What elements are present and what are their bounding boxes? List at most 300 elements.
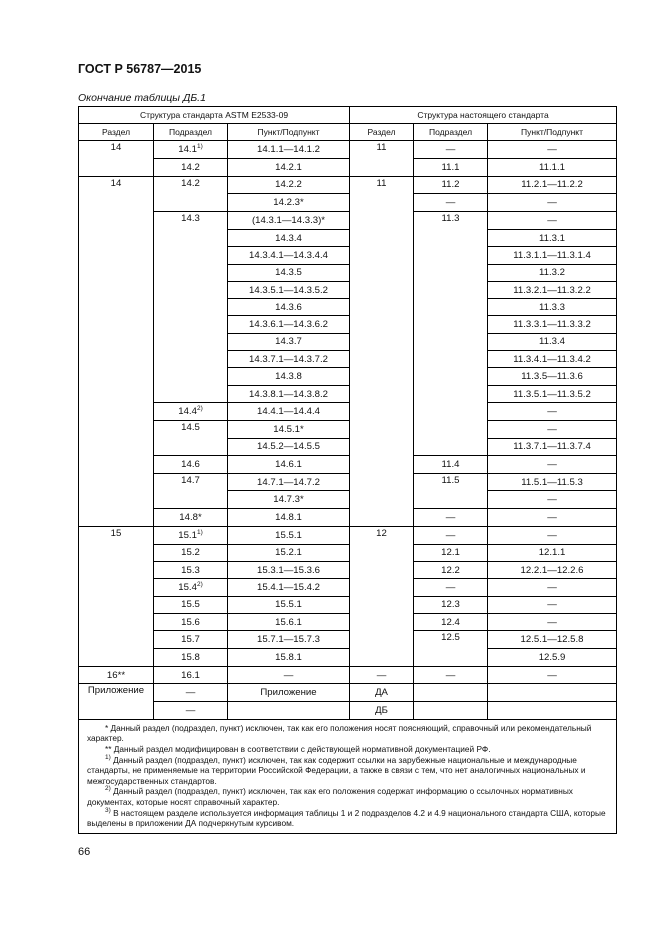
cell-left-clause xyxy=(228,544,350,561)
cell-text: ДБ xyxy=(375,704,388,716)
cell-left-section xyxy=(79,403,154,420)
table-row xyxy=(79,702,617,720)
cell-right-section xyxy=(350,229,414,246)
cell-text: 12.1 xyxy=(441,547,460,559)
cell-right-subsection xyxy=(414,456,488,473)
cell-right-subsection xyxy=(414,176,488,194)
cell-text: 11.3.5—11.3.6 xyxy=(521,371,583,382)
cell-right-subsection xyxy=(414,403,488,420)
table-row xyxy=(79,141,617,159)
cell-text: 11.1.1 xyxy=(539,161,566,173)
cell-text: 11.3.3 xyxy=(539,301,566,313)
cell-right-section xyxy=(350,158,414,176)
cell-left-section xyxy=(79,649,154,667)
cell-text: 15.4 xyxy=(178,582,197,594)
cell-left-section xyxy=(79,351,154,368)
cell-left-section xyxy=(79,281,154,298)
table-row xyxy=(79,385,617,403)
cell-right-section xyxy=(350,544,414,561)
cell-right-clause xyxy=(488,631,617,649)
table-row xyxy=(79,649,617,667)
cell-right-clause xyxy=(488,351,617,368)
cell-right-subsection xyxy=(414,702,488,720)
cell-left-clause xyxy=(228,247,350,264)
cell-right-clause xyxy=(488,649,617,667)
footnote-mark: ** xyxy=(105,743,112,754)
cell-text: 14.1.1—14.1.2 xyxy=(257,143,320,155)
cell-text: 12.1.1 xyxy=(538,547,566,559)
cell-right-section xyxy=(350,299,414,316)
cell-text: — xyxy=(547,215,557,227)
cell-right-section xyxy=(350,614,414,631)
cell-text: — xyxy=(547,494,557,506)
cell-text: — xyxy=(376,669,387,681)
cell-right-subsection xyxy=(414,596,488,613)
cell-right-subsection xyxy=(414,527,488,545)
cell-left-clause xyxy=(228,438,350,456)
cell-right-clause xyxy=(488,368,617,385)
footnote-text: Данный раздел (подраздел, пункт) исключен, так как его положения носят поясняющий, справочный или рекомендательный характер. xyxy=(87,722,592,744)
cell-left-section xyxy=(79,264,154,281)
cell-left-subsection xyxy=(154,579,228,596)
table-caption: Окончание таблицы ДБ.1 xyxy=(78,92,206,104)
cell-left-subsection xyxy=(154,316,228,333)
group-header-left: Структура стандарта ASTM E2533-09 xyxy=(79,107,350,124)
cell-text: 15.6 xyxy=(181,616,200,628)
cell-left-subsection xyxy=(154,473,228,491)
table-row xyxy=(79,368,617,385)
group-header-row xyxy=(79,107,617,124)
cell-text: (14.3.1—14.3.3)* xyxy=(251,215,326,227)
table-row xyxy=(79,438,617,456)
table-row xyxy=(79,544,617,561)
cell-left-clause xyxy=(228,176,350,194)
cell-right-section xyxy=(350,247,414,264)
cell-text: 15.3.1—15.3.6 xyxy=(257,564,320,576)
cell-left-subsection xyxy=(154,176,228,194)
cell-text: 11.3.3.1—11.3.3.2 xyxy=(513,319,591,331)
cell-text: 11.3.5.1—11.3.5.2 xyxy=(513,388,591,400)
table-row xyxy=(79,176,617,194)
cell-text: 15.8 xyxy=(181,652,200,663)
cell-left-clause xyxy=(228,509,350,527)
cell-right-clause xyxy=(488,264,617,281)
cell-text: 14.3.7 xyxy=(275,336,302,348)
cell-right-subsection xyxy=(414,158,488,176)
cell-left-section xyxy=(79,420,154,438)
cell-left-section xyxy=(79,247,154,264)
cell-left-subsection xyxy=(154,368,228,385)
cell-text: Приложение xyxy=(87,685,145,697)
cell-left-subsection xyxy=(154,562,228,579)
cell-right-section xyxy=(350,281,414,298)
footnote-mark: 3) xyxy=(105,806,111,814)
cell-text: 15.5.1 xyxy=(275,599,302,611)
cell-text: 12 xyxy=(376,528,387,540)
cell-left-clause xyxy=(228,281,350,298)
cell-left-subsection xyxy=(154,141,228,159)
cell-left-subsection xyxy=(154,351,228,368)
cell-text: — xyxy=(445,197,456,209)
footnote-text: В настоящем разделе используется информация таблицы 1 и 2 подразделов 4.2 и 4.9 национального стандарта США, которые выделены в приложении ДА подчеркнутым курсивом. xyxy=(87,807,606,829)
cell-right-section xyxy=(350,264,414,281)
cell-left-clause xyxy=(228,316,350,333)
cell-right-subsection xyxy=(414,562,488,579)
cell-right-section xyxy=(350,316,414,333)
cell-text: — xyxy=(445,582,456,594)
cell-text: 14.6.1 xyxy=(275,458,302,470)
cell-left-clause xyxy=(228,649,350,667)
cell-text: — xyxy=(547,582,557,594)
cell-right-clause xyxy=(488,420,617,438)
table-row xyxy=(79,527,617,545)
cell-right-clause xyxy=(488,596,617,613)
cell-left-section xyxy=(79,473,154,491)
cell-right-section xyxy=(350,456,414,473)
cell-text: 14.5 xyxy=(181,421,200,433)
cell-right-clause xyxy=(488,544,617,561)
cell-left-section xyxy=(79,316,154,333)
col-header-left-subsection: Подраздел xyxy=(154,124,228,141)
cell-left-clause xyxy=(228,403,350,420)
cell-right-subsection xyxy=(414,299,488,316)
cell-right-clause xyxy=(488,176,617,194)
cell-right-section xyxy=(350,176,414,194)
cell-left-section xyxy=(79,194,154,212)
table-row xyxy=(79,333,617,350)
cell-left-section xyxy=(79,438,154,456)
cell-text: 15.1 xyxy=(178,529,197,541)
cell-left-subsection xyxy=(154,281,228,298)
table-row xyxy=(79,264,617,281)
cell-text: — xyxy=(283,669,294,681)
cell-text: — xyxy=(547,599,557,611)
cell-text: ДА xyxy=(375,687,388,699)
cell-right-clause xyxy=(488,456,617,473)
cell-left-subsection xyxy=(154,333,228,350)
cell-right-subsection xyxy=(414,141,488,159)
cell-text: 11 xyxy=(376,142,387,153)
cell-right-subsection xyxy=(414,473,488,491)
cell-left-subsection xyxy=(154,509,228,527)
cell-left-subsection xyxy=(154,438,228,456)
cell-left-section xyxy=(79,299,154,316)
cell-right-subsection xyxy=(414,194,488,212)
table-row xyxy=(79,316,617,333)
cell-text: 14.4 xyxy=(178,406,197,418)
cell-text: 14 xyxy=(110,142,122,153)
cell-text: — xyxy=(547,458,557,470)
cell-right-clause xyxy=(488,158,617,176)
cell-left-subsection xyxy=(154,247,228,264)
cell-right-clause xyxy=(488,666,617,683)
cell-left-section xyxy=(79,385,154,403)
cell-right-subsection xyxy=(414,438,488,456)
cell-text: 11.4 xyxy=(441,458,460,470)
footnote xyxy=(87,755,608,787)
cell-text: 15 xyxy=(110,528,122,540)
cell-left-subsection xyxy=(154,614,228,631)
cell-right-subsection xyxy=(414,264,488,281)
cell-text: 12.3 xyxy=(441,599,460,611)
cell-left-clause xyxy=(228,666,350,683)
cell-left-subsection xyxy=(154,631,228,649)
cell-right-subsection xyxy=(414,229,488,246)
cell-text: 14.7.1—14.7.2 xyxy=(257,476,320,488)
cell-right-clause xyxy=(488,684,617,702)
cell-text: 15.5.1 xyxy=(275,529,302,541)
cell-right-subsection xyxy=(414,316,488,333)
cell-right-subsection xyxy=(414,368,488,385)
cell-text: 11.3.4.1—11.3.4.2 xyxy=(513,353,591,365)
cell-right-clause xyxy=(488,562,617,579)
cell-right-section xyxy=(350,473,414,491)
cell-left-subsection xyxy=(154,684,228,702)
footnotes-cell xyxy=(79,719,617,833)
table-row xyxy=(79,212,617,230)
cell-text: 11.5.1—11.5.3 xyxy=(521,476,583,488)
cell-left-section xyxy=(79,158,154,176)
cell-right-clause xyxy=(488,194,617,212)
cell-text: — xyxy=(547,512,557,524)
cell-left-section xyxy=(79,509,154,527)
table-row xyxy=(79,299,617,316)
cell-text: 16.1 xyxy=(181,669,200,681)
cell-right-section xyxy=(350,527,414,545)
cell-text: 14.3 xyxy=(181,213,200,225)
cell-text: 15.5 xyxy=(181,599,200,611)
cell-right-clause xyxy=(488,212,617,230)
cell-left-clause xyxy=(228,596,350,613)
cell-right-section xyxy=(350,351,414,368)
cell-text: 11.3.2 xyxy=(539,267,566,279)
cell-text: 15.2 xyxy=(181,547,200,559)
cell-text: 14.4.1—14.4.4 xyxy=(257,406,320,418)
cell-text: — xyxy=(547,529,557,541)
cell-text: 12.5.9 xyxy=(538,652,566,663)
cell-left-clause xyxy=(228,702,350,720)
cell-text: — xyxy=(185,704,196,716)
col-header-right-clause: Пункт/Подпункт xyxy=(488,124,617,141)
cell-left-clause xyxy=(228,631,350,649)
footnote-mark: 1) xyxy=(105,753,111,761)
cell-right-clause xyxy=(488,316,617,333)
cell-text: 11.2.1—11.2.2 xyxy=(521,179,583,191)
cell-right-subsection xyxy=(414,544,488,561)
table-row xyxy=(79,614,617,631)
cell-right-section xyxy=(350,596,414,613)
cell-left-clause xyxy=(228,194,350,212)
footnote-text: Данный раздел модифицирован в соответствии с действующей нормативной документацией РФ. xyxy=(111,743,491,754)
cell-right-section xyxy=(350,562,414,579)
footnote-ref: 1) xyxy=(196,528,203,536)
cell-right-clause xyxy=(488,702,617,720)
cell-text: — xyxy=(547,423,557,435)
cell-text: 14.3.6.1—14.3.6.2 xyxy=(249,319,328,331)
cell-left-subsection xyxy=(154,385,228,403)
cell-left-section xyxy=(79,631,154,649)
cell-right-section xyxy=(350,509,414,527)
table-row xyxy=(79,420,617,438)
cell-text: 15.7 xyxy=(181,634,200,646)
footnote-ref: 1) xyxy=(196,142,203,150)
cell-right-subsection xyxy=(414,491,488,509)
cell-text: 14.2.3* xyxy=(273,197,304,209)
cell-right-section xyxy=(350,666,414,683)
cell-left-subsection xyxy=(154,666,228,683)
cell-left-clause xyxy=(228,368,350,385)
cell-text: — xyxy=(185,687,196,699)
cell-text: 11.3 xyxy=(441,213,460,225)
cell-text: 11.3.7.1—11.3.7.4 xyxy=(513,441,591,453)
cell-text: 14.3.8.1—14.3.8.2 xyxy=(249,388,328,400)
footnote-ref: 2) xyxy=(196,405,203,413)
table-row xyxy=(79,247,617,264)
cell-text: 14.3.5.1—14.3.5.2 xyxy=(249,284,328,296)
cell-left-clause xyxy=(228,491,350,509)
cell-text: 12.4 xyxy=(441,616,460,628)
cell-text: 15.3 xyxy=(181,564,200,576)
cell-text: 11.2 xyxy=(441,179,460,191)
cell-text: Приложение xyxy=(260,687,317,699)
cell-text: 15.8.1 xyxy=(275,652,302,663)
cell-right-section xyxy=(350,631,414,649)
footnote xyxy=(87,723,608,744)
table-row xyxy=(79,158,617,176)
cell-left-clause xyxy=(228,473,350,491)
cell-left-section xyxy=(79,212,154,230)
cell-right-section xyxy=(350,491,414,509)
cell-left-clause xyxy=(228,562,350,579)
cell-text: 11.1 xyxy=(441,161,460,173)
table-row xyxy=(79,194,617,212)
cell-text: 11.5 xyxy=(441,474,460,486)
footnotes-row xyxy=(79,719,617,833)
cell-left-section xyxy=(79,562,154,579)
cell-left-clause xyxy=(228,684,350,702)
cell-left-clause xyxy=(228,212,350,230)
cell-right-clause xyxy=(488,299,617,316)
cell-text: — xyxy=(547,616,557,628)
cell-left-section xyxy=(79,579,154,596)
table-row xyxy=(79,351,617,368)
cell-right-clause xyxy=(488,509,617,527)
cell-right-section xyxy=(350,194,414,212)
cell-right-subsection xyxy=(414,385,488,403)
cell-right-clause xyxy=(488,281,617,298)
table-row xyxy=(79,596,617,613)
cell-text: 14.2.1 xyxy=(275,161,302,173)
table-row xyxy=(79,491,617,509)
table-row xyxy=(79,281,617,298)
cell-left-section xyxy=(79,684,154,702)
cell-text: 12.2 xyxy=(441,564,460,576)
cell-right-subsection xyxy=(414,212,488,230)
cell-left-section xyxy=(79,491,154,509)
cell-left-subsection xyxy=(154,158,228,176)
cell-text: — xyxy=(547,406,557,418)
cell-left-section xyxy=(79,176,154,194)
cell-text: 11.3.1 xyxy=(539,232,566,244)
table-row xyxy=(79,229,617,246)
cell-text: 14.1 xyxy=(178,143,197,155)
cell-left-subsection xyxy=(154,403,228,420)
cell-text: — xyxy=(547,143,557,155)
cell-right-clause xyxy=(488,527,617,545)
cell-text: 14.3.6 xyxy=(275,301,302,313)
cell-text: 11 xyxy=(376,177,387,189)
cell-text: 11.3.4 xyxy=(539,336,566,348)
cell-text: 15.7.1—15.7.3 xyxy=(257,634,320,646)
cell-text: 14.8.1 xyxy=(275,512,302,524)
table-row xyxy=(79,562,617,579)
cell-left-clause xyxy=(228,385,350,403)
cell-text: — xyxy=(547,197,557,209)
table-row xyxy=(79,631,617,649)
cell-text: 16** xyxy=(106,669,126,681)
cell-right-clause xyxy=(488,247,617,264)
table-row xyxy=(79,456,617,473)
cell-left-subsection xyxy=(154,229,228,246)
cell-right-clause xyxy=(488,333,617,350)
cell-right-section xyxy=(350,420,414,438)
footnote-text: Данный раздел (подраздел, пункт) исключен, так как его положения содержат информацию о ссылочных нормативных документах, которые носят справочный характер. xyxy=(87,786,573,807)
table-row xyxy=(79,509,617,527)
page-number: 66 xyxy=(78,846,91,858)
table-body xyxy=(79,107,617,834)
cell-text: — xyxy=(445,669,456,681)
cell-left-subsection xyxy=(154,264,228,281)
cell-right-section xyxy=(350,649,414,667)
column-header-row xyxy=(79,124,617,141)
table-row xyxy=(79,403,617,420)
cell-text: 14.8* xyxy=(179,512,202,524)
cell-text: 14 xyxy=(110,177,122,189)
col-header-left-clause: Пункт/Подпункт xyxy=(228,124,350,141)
group-header-right: Структура настоящего стандарта xyxy=(350,107,617,124)
cell-text: 14.3.7.1—14.3.7.2 xyxy=(249,353,328,365)
cell-left-section xyxy=(79,666,154,683)
cell-text: — xyxy=(445,529,456,541)
footnote-ref: 2) xyxy=(196,581,203,589)
cell-right-section xyxy=(350,368,414,385)
cell-text: 11.3.1.1—11.3.1.4 xyxy=(513,249,591,261)
cell-right-subsection xyxy=(414,631,488,649)
cell-right-subsection xyxy=(414,649,488,667)
cell-left-clause xyxy=(228,333,350,350)
cell-right-section xyxy=(350,212,414,230)
cell-right-subsection xyxy=(414,351,488,368)
cell-left-clause xyxy=(228,420,350,438)
cell-text: 14.2 xyxy=(181,161,200,173)
cell-right-section xyxy=(350,333,414,350)
cell-left-clause xyxy=(228,351,350,368)
cell-text: 14.7.3* xyxy=(273,494,304,506)
cell-right-section xyxy=(350,385,414,403)
col-header-right-subsection: Подраздел xyxy=(414,124,488,141)
cell-left-subsection xyxy=(154,420,228,438)
cell-right-section xyxy=(350,579,414,596)
footnote xyxy=(87,808,608,829)
cell-left-clause xyxy=(228,456,350,473)
cell-left-subsection xyxy=(154,491,228,509)
cell-left-subsection xyxy=(154,527,228,545)
cell-left-section xyxy=(79,527,154,545)
cell-left-section xyxy=(79,614,154,631)
cell-text: 15.2.1 xyxy=(275,547,302,559)
cell-right-subsection xyxy=(414,579,488,596)
col-header-left-section: Раздел xyxy=(79,124,154,141)
